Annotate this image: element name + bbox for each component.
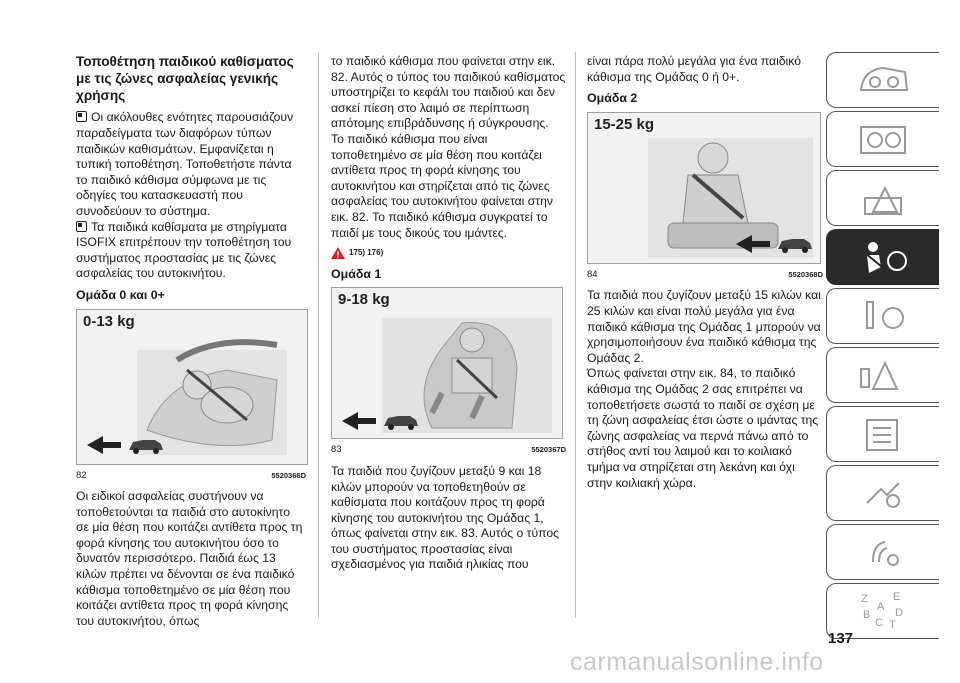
tab-multimedia[interactable] [826, 524, 939, 580]
weight-label: 9-18 kg [338, 291, 390, 309]
driving-key-icon [853, 296, 913, 336]
tab-instrument-panel[interactable] [826, 111, 939, 167]
note-paragraph: Τα παιδικά καθίσματα με στηρίγματα ISOFIX επιτρέπουν την τοποθέτηση του συστήματος προστασίας με τις ζώνες ασφαλείας του αυτοκινήτου. [76, 219, 292, 281]
figure-82 [76, 309, 308, 465]
weight-label: 15-25 kg [594, 115, 655, 133]
group-heading: Ομάδα 0 και 0+ [76, 287, 165, 302]
column-3 [587, 54, 823, 491]
direction-arrow-car-icon [734, 231, 814, 257]
figure-caption: 84 5520368D [587, 268, 823, 280]
column-2 [331, 54, 566, 573]
index-letters-icon: Z E B D A C T [861, 591, 903, 631]
gps-signal-icon [853, 532, 913, 572]
watermark: carmanualsonline.info [570, 648, 824, 676]
section-title: Τοποθέτηση παιδικού καθίσματος με τις ζώνες ασφαλείας γενικής χρήσης [76, 54, 294, 103]
tab-maintenance[interactable] [826, 406, 939, 462]
figure-83 [331, 287, 563, 439]
column-divider [318, 52, 319, 618]
note-icon [76, 111, 87, 122]
group-heading: Ομάδα 2 [587, 91, 638, 106]
tab-technical-data[interactable] [826, 465, 939, 521]
warning-references: 175) 176) [331, 245, 566, 261]
body-paragraph: είναι πάρα πολύ μεγάλα για ένα παιδικό κάθισμα της Ομάδας 0 ή 0+. [587, 54, 801, 84]
body-paragraph: Τα παιδιά που ζυγίζουν μεταξύ 9 και 18 κιλών μπορούν να τοποθετηθούν σε καθίσματα που κοιτάζουν προς τη φορά κίνησης του αυτοκινήτου της Ομάδας 1, όπως φαίνεται στην εικ. 83. Αυτός ο τύπος του συστήματος προστασίας είναι σχεδιασμένος για παιδιά ηλικίας που [331, 463, 560, 572]
direction-arrow-car-icon [85, 432, 165, 458]
body-paragraph: Το παιδικό κάθισμα που είναι τοποθετημένο σε μία θέση που κοιτάζει αντίθετα προς τη φορά κίνησης του αυτοκινήτου και στηρίζεται από τις ζώνες ασφαλείας του αυτοκινήτου φαίνεται στην εικ. 82. Το παιδικό κάθισμα συγκρατεί το παιδί με τους δικούς του ιμάντες. [331, 131, 553, 240]
tab-starting-driving[interactable] [826, 288, 939, 344]
maintenance-list-icon [853, 414, 913, 454]
instrument-panel-icon [853, 119, 913, 159]
group-heading: Ομάδα 1 [331, 266, 382, 281]
body-paragraph: το παιδικό κάθισμα που φαίνεται στην εικ. 82. Αυτός ο τύπος του παιδικού καθίσματος υποστηρίζει το κεφάλι του παιδιού και δεν ασκεί πίεση στο λαιμό σε περίπτωση απότομης επιβράδυνσης ή σύγκρουσης. [331, 54, 566, 131]
figure-84 [587, 112, 821, 264]
column-divider [575, 52, 576, 618]
tab-emergency[interactable] [826, 347, 939, 403]
body-paragraph: Οι ειδικοί ασφαλείας συστήνουν να τοποθετούνται τα παιδιά στο αυτοκίνητο σε μία θέση που κοιτάζει αντίθετα προς τη φορά κίνησης του αυτοκινήτου όσο το δυνατόν περισσότερο. Παιδιά έως 13 κιλών πρέπει να δένονται σε ένα παιδικό κάθισμα τοποθετημένο σε μία θέση που κοιτάζει αντίθετα προς τη φορά κίνησης του αυτοκινήτου, όπως [76, 489, 303, 628]
tab-safety[interactable] [826, 229, 939, 285]
note-icon [76, 221, 87, 232]
tab-car-dashboard[interactable] [826, 52, 939, 108]
body-paragraph: Όπως φαίνεται στην εικ. 84, το παιδικό κάθισμα της Ομάδας 2 σας επιτρέπει να τοποθετήσετε σωστά το παιδί σε σχέση με τη ζώνη ασφαλείας έτσι ώστε ο ιμάντας της ζώνης ασφαλείας να περνά πάνω από το στήθος αντί του λαιμού και το κοιλιακό τμήμα να στηρίζεται στη λεκάνη και όχι στην κοιλιακή χώρα. [587, 366, 819, 490]
warning-triangle-icon [331, 247, 345, 259]
hazard-triangle-icon [853, 355, 913, 395]
weight-label: 0-13 kg [83, 312, 135, 330]
multimedia-icon [853, 473, 913, 513]
direction-arrow-car-icon [340, 408, 420, 434]
car-dashboard-icon [853, 60, 913, 100]
column-1 [76, 54, 306, 629]
page-number: 137 [828, 630, 854, 647]
warning-lights-icon [853, 178, 913, 218]
note-paragraph: Οι ακόλουθες ενότητες παρουσιάζουν παραδείγματα των διαφόρων τύπων παιδικών καθισμάτων. Εμφανίζεται η τυπική τοποθέτηση. Τοποθετήστε πάντα το παιδικό κάθισμα σύμφωνα με τις οδηγίες του κατασκευαστή που συνοδεύουν το σύστημα. [76, 110, 294, 218]
figure-caption: 83 5520367D [331, 444, 566, 456]
tab-warning-messages[interactable] [826, 170, 939, 226]
safety-airbag-icon [853, 237, 913, 277]
figure-caption: 82 5520366D [76, 469, 306, 481]
body-paragraph: Τα παιδιά που ζυγίζουν μεταξύ 15 κιλών και 25 κιλών και είναι πολύ μεγάλα για ένα παιδικό κάθισμα της Ομάδας 1 μπορούν να χρησιμοποιήσουν ένα παιδικό κάθισμα της Ομάδας 2. [587, 288, 821, 365]
